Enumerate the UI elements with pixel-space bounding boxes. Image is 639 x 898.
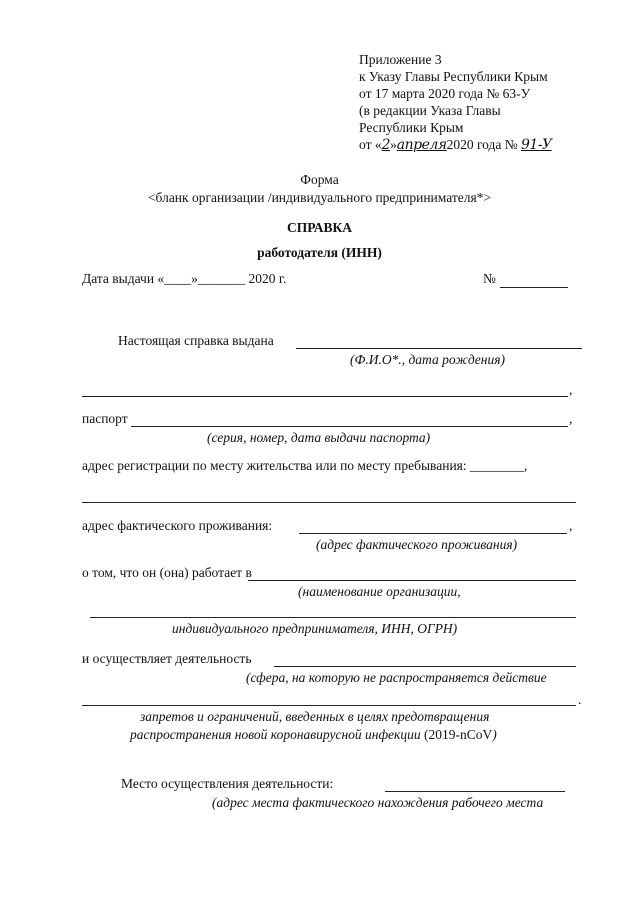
place-label: Место осуществления деятельности: bbox=[121, 776, 334, 791]
issue-date: Дата выдачи «____»_______ 2020 г. bbox=[82, 271, 287, 286]
header-date-mid: » bbox=[390, 137, 397, 152]
actual-address-line bbox=[299, 533, 567, 534]
org-hint-1: (наименование организации, bbox=[298, 584, 461, 599]
comma-3: , bbox=[569, 518, 573, 533]
issued-to-hint: (Ф.И.О*., дата рождения) bbox=[350, 352, 506, 367]
header-line-5: Республики Крым bbox=[359, 120, 464, 135]
activity-hint-1: (сфера, на которую не распространяется действие bbox=[246, 670, 547, 685]
place-hint: (адрес места фактического нахождения рабочего места bbox=[212, 795, 544, 810]
handwritten-day: 2 bbox=[381, 137, 391, 153]
passport-hint: (серия, номер, дата выдачи паспорта) bbox=[207, 430, 431, 445]
form-label: Форма bbox=[300, 172, 339, 187]
registration-line bbox=[82, 502, 576, 503]
registration-label: адрес регистрации по месту жительства или по месту пребывания: ________, bbox=[82, 458, 528, 473]
document-title: СПРАВКА bbox=[286, 220, 353, 235]
activity-label: и осуществляет деятельность bbox=[82, 651, 252, 666]
form-blank-note: <бланк организации /индивидуального предпринимателя*> bbox=[147, 190, 492, 205]
issue-number-line bbox=[500, 287, 568, 288]
issue-number-label: № bbox=[483, 271, 496, 286]
activity-hint-2: запретов и ограничений, введенных в целях предотвращения bbox=[140, 709, 490, 724]
passport-label: паспорт bbox=[82, 411, 128, 426]
activity-hint-3-code: (2019-nCoV bbox=[420, 727, 493, 742]
header-line-3: от 17 марта 2020 года № 63-У bbox=[359, 86, 531, 101]
issued-to-line bbox=[296, 348, 582, 349]
header-date-prefix: от « bbox=[359, 137, 382, 152]
activity-line-2 bbox=[82, 705, 576, 706]
header-line-4: (в редакции Указа Главы bbox=[359, 103, 501, 118]
org-hint-2: индивидуального предпринимателя, ИНН, ОГРН) bbox=[172, 621, 458, 636]
activity-hint-3-close: ) bbox=[492, 727, 497, 742]
actual-address-label: адрес фактического проживания: bbox=[82, 518, 273, 533]
comma-1: , bbox=[569, 382, 573, 397]
handwritten-number: 91-У bbox=[521, 137, 552, 153]
handwritten-month: апреля bbox=[396, 137, 447, 153]
activity-line bbox=[274, 666, 576, 667]
place-line bbox=[385, 791, 565, 792]
comma-2: , bbox=[569, 411, 573, 426]
works-at-label: о том, что он (она) работает в bbox=[82, 565, 252, 580]
actual-address-hint: (адрес фактического проживания) bbox=[316, 537, 518, 552]
works-at-line bbox=[248, 580, 576, 581]
period-mark: . bbox=[578, 692, 582, 707]
activity-hint-3 bbox=[130, 727, 497, 743]
header-line-6 bbox=[359, 137, 552, 153]
header-line-1: Приложение 3 bbox=[359, 52, 442, 67]
header-date-year: 2020 года № bbox=[446, 137, 518, 152]
activity-hint-3-text: распространения новой коронавирусной инфекции bbox=[130, 727, 421, 742]
header-line-2: к Указу Главы Республики Крым bbox=[359, 69, 548, 84]
passport-line bbox=[131, 426, 568, 427]
document-subtitle: работодателя (ИНН) bbox=[257, 245, 382, 260]
org-line-2 bbox=[90, 617, 576, 618]
issued-to-line-2 bbox=[82, 396, 568, 397]
issued-to-label: Настоящая справка выдана bbox=[118, 333, 274, 348]
